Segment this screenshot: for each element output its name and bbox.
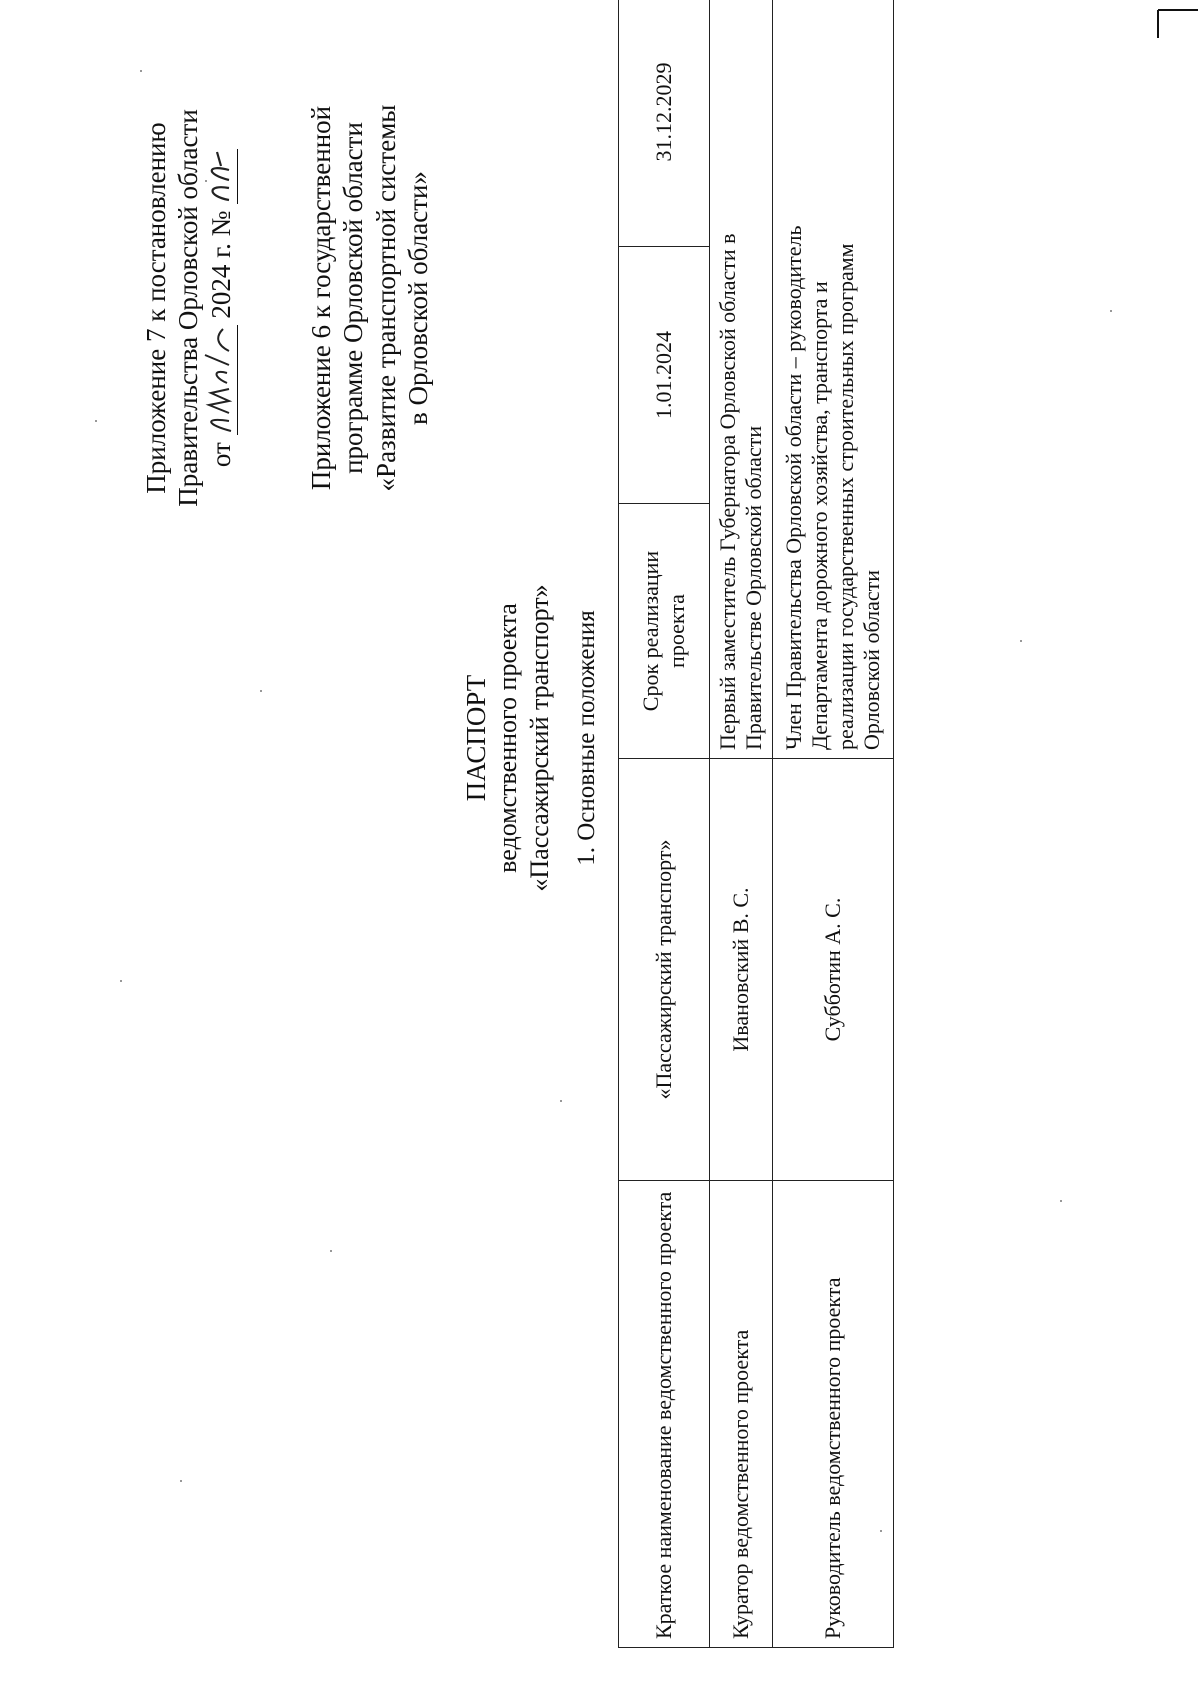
appendix-6-line-2: программе Орловской области xyxy=(338,122,369,474)
short-name-label: Краткое наименование ведомственного проекта xyxy=(619,1181,710,1648)
appendix-7-header xyxy=(140,18,238,598)
head-label: Руководитель ведомственного проекта xyxy=(772,1181,893,1648)
head-position-line-1: Член Правительства Орловской области – руководитель xyxy=(781,225,806,750)
appendix-7-date-line xyxy=(205,18,238,598)
appendix-7-line-2: Правительства Орловской области xyxy=(173,109,204,507)
scan-speck xyxy=(120,980,122,982)
scan-speck xyxy=(95,420,97,422)
appendix-7-line-1: Приложение 7 к постановлению xyxy=(141,122,171,494)
head-position-line-2: Департамента дорожного хозяйства, транспорта и xyxy=(806,281,832,750)
section-heading: 1. Основные положения xyxy=(573,610,600,866)
handwritten-date-field xyxy=(205,325,238,435)
scan-speck xyxy=(880,1530,882,1532)
table-row xyxy=(619,0,710,1648)
head-position-line-3: реализации государственных строительных программ xyxy=(832,243,858,750)
handwritten-number-signature xyxy=(199,149,239,204)
curator-position-line-2: Правительстве Орловской области xyxy=(740,425,766,750)
appendix-6-header xyxy=(305,38,435,558)
scan-speck xyxy=(140,70,142,72)
scan-speck xyxy=(560,1100,562,1102)
passport-title-block xyxy=(460,388,555,1088)
date-year-number: 2024 г. № xyxy=(205,210,236,319)
handwritten-number-field xyxy=(205,149,238,204)
scan-speck xyxy=(205,180,207,182)
start-date: 1.01.2024 xyxy=(619,247,710,504)
appendix-6-line-3: «Развитие транспортной системы xyxy=(370,104,401,492)
appendix-6-line-4: в Орловской области» xyxy=(403,171,434,425)
main-provisions-table xyxy=(618,0,894,1648)
passport-project-name: «Пассажирский транспорт» xyxy=(524,584,554,892)
end-date: 31.12.2029 xyxy=(619,0,710,247)
term-label: Срок реализации проекта xyxy=(619,504,710,759)
head-position xyxy=(772,0,893,759)
scan-speck xyxy=(260,690,262,692)
table-row xyxy=(772,0,893,1648)
scan-speck xyxy=(1110,310,1112,312)
scan-speck xyxy=(330,1250,332,1252)
head-name: Субботин А. С. xyxy=(772,759,893,1181)
passport-title: ПАСПОРТ xyxy=(461,674,491,802)
scan-speck xyxy=(1060,1200,1062,1202)
date-prefix: от xyxy=(205,442,236,468)
curator-name: Ивановский В. С. xyxy=(710,759,773,1181)
scan-speck xyxy=(1020,640,1022,642)
curator-label: Куратор ведомственного проекта xyxy=(710,1181,773,1648)
short-name-value: «Пассажирский транспорт» xyxy=(619,759,710,1181)
curator-position xyxy=(710,0,773,759)
handwritten-date-signature xyxy=(199,325,239,435)
curator-position-line-1: Первый заместитель Губернатора Орловской области в xyxy=(715,233,740,750)
appendix-6-line-1: Приложение 6 к государственной xyxy=(306,105,336,491)
passport-subtitle: ведомственного проекта xyxy=(493,603,523,873)
table-row xyxy=(710,0,773,1648)
scan-speck xyxy=(180,1480,182,1482)
head-position-line-4: Орловской области xyxy=(858,570,884,750)
